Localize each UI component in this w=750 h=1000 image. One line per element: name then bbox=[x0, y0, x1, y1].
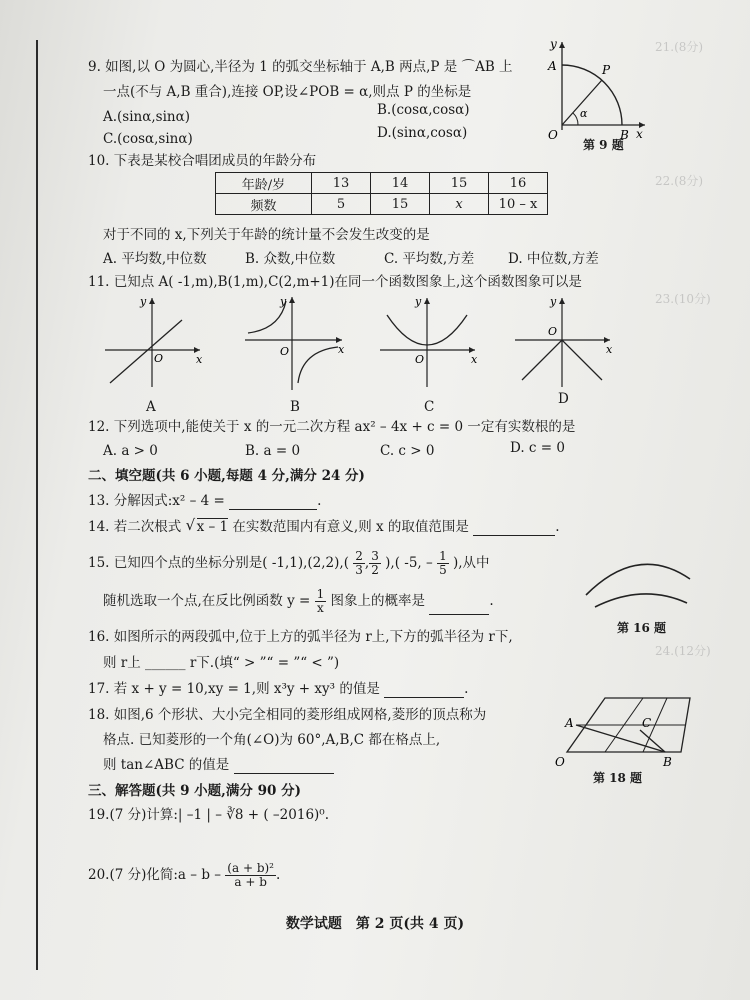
frac-den: 5 bbox=[439, 563, 447, 577]
q9-option-b: B.(cosα,cosα) bbox=[377, 102, 470, 118]
q15-mid: ),( -5, – bbox=[385, 555, 433, 571]
q9-line1: 9. 如图,以 O 为圆心,半径为 1 的弧交坐标轴于 A,B 两点,P 是 ⌒AB 上 bbox=[88, 59, 513, 75]
frac-den: x bbox=[317, 601, 324, 615]
q15-l1-post: ),从中 bbox=[453, 555, 490, 571]
q18-line2: 格点. 已知菱形的一个角(∠O)为 60°,A,B,C 都在格点上, bbox=[103, 732, 441, 748]
q12-option-a: A. a > 0 bbox=[103, 443, 158, 459]
q15-l1-pre: 15. 已知四个点的坐标分别是( -1,1),(2,2),( bbox=[88, 555, 349, 571]
q16-line2: 则 r上 ______ r下.(填“ > ”“ = ”“ < ”) bbox=[103, 655, 340, 671]
table-cell: 14 bbox=[371, 173, 430, 194]
q15-line2: 随机选取一个点,在反比例函数 y = $\frac{1}{x}$ 图象上的概率是 . bbox=[103, 587, 494, 615]
q18-caption: 第 18 题 bbox=[593, 771, 643, 785]
section-fill-in-title: 二、填空题(共 6 小题,每题 4 分,满分 24 分) bbox=[88, 468, 365, 484]
frac-den: a + b bbox=[234, 875, 267, 889]
ghost-text: 23.(10分) bbox=[655, 292, 711, 306]
page-footer: 数学试题 第 2 页(共 4 页) bbox=[285, 916, 465, 932]
q10-line2: 对于不同的 x,下列关于年龄的统计量不会发生改变的是 bbox=[103, 227, 430, 243]
q11-stem: 11. 已知点 A( -1,m),B(1,m),C(2,m+1)在同一个函数图象上,这个函数图象可以是 bbox=[88, 274, 582, 290]
q10-option-c: C. 平均数,方差 bbox=[384, 251, 475, 267]
table-cell: 频数 bbox=[216, 194, 312, 215]
q11-graph-b bbox=[240, 295, 350, 390]
q20-post: . bbox=[276, 867, 281, 883]
q11-label-a: A bbox=[146, 399, 156, 415]
frac-num: 1 bbox=[439, 549, 447, 563]
q10-option-d: D. 中位数,方差 bbox=[508, 251, 599, 267]
q18-rhombus-grid bbox=[555, 690, 695, 770]
table-cell: 15 bbox=[430, 173, 489, 194]
q9-fig-o: O bbox=[548, 128, 558, 142]
frac-den: 2 bbox=[371, 563, 379, 577]
axis-x-label: x bbox=[338, 343, 345, 356]
axis-x-label: x bbox=[471, 353, 478, 366]
q9-fig-alpha: α bbox=[580, 107, 588, 120]
ghost-text: 24.(12分) bbox=[655, 644, 711, 658]
q12-option-d: D. c = 0 bbox=[510, 440, 565, 456]
table-cell: 10 – x bbox=[489, 194, 548, 215]
q14-radicand: x – 1 bbox=[196, 519, 229, 535]
fraction bbox=[437, 550, 449, 577]
table-cell: 13 bbox=[312, 173, 371, 194]
axis-y-label: y bbox=[550, 295, 557, 308]
q12-option-b: B. a = 0 bbox=[245, 443, 301, 459]
q15-answer-blank[interactable] bbox=[429, 614, 489, 615]
q18-point-b: B bbox=[663, 755, 672, 769]
q18-point-a: A bbox=[565, 716, 574, 730]
q11-label-d: D bbox=[558, 391, 569, 407]
fraction bbox=[225, 862, 276, 889]
q11-label-b: B bbox=[290, 399, 300, 415]
axis-y-label: y bbox=[140, 295, 147, 308]
q11-label-c: C bbox=[424, 399, 435, 415]
age-table bbox=[215, 172, 548, 215]
frac-den: 3 bbox=[355, 563, 363, 577]
q9-fig-y: y bbox=[550, 37, 557, 51]
margin-line bbox=[36, 40, 38, 970]
q16-caption: 第 16 题 bbox=[617, 621, 667, 635]
q10-option-b: B. 众数,中位数 bbox=[245, 251, 336, 267]
ghost-text: 22.(8分) bbox=[655, 174, 704, 188]
q20-text bbox=[88, 860, 280, 890]
q18-point-c: C bbox=[642, 716, 652, 730]
table-row bbox=[216, 173, 548, 194]
ghost-text: 21.(8分) bbox=[655, 40, 704, 54]
table-cell: x bbox=[430, 194, 489, 215]
q16-line1: 16. 如图所示的两段弧中,位于上方的弧半径为 r上,下方的弧半径为 r下, bbox=[88, 629, 513, 645]
q9-fig-a: A bbox=[548, 59, 557, 73]
q15-l2-pre: 随机选取一个点,在反比例函数 y = bbox=[103, 593, 311, 609]
q16-arcs-figure bbox=[583, 555, 693, 615]
q10-stem: 10. 下表是某校合唱团成员的年龄分布 bbox=[88, 153, 317, 169]
origin-label: O bbox=[154, 352, 164, 365]
q12-stem: 12. 下列选项中,能使关于 x 的一元二次方程 ax² – 4x + c = 0 一定有实数根的是 bbox=[88, 419, 576, 435]
q17-answer-blank[interactable] bbox=[384, 697, 464, 698]
q13-label: 13. 分解因式:x² – 4 = bbox=[88, 493, 225, 509]
axis-x-label: x bbox=[606, 343, 613, 356]
q13-text: 13. 分解因式:x² – 4 = . bbox=[88, 493, 322, 509]
axis-x-label: x bbox=[196, 353, 203, 366]
q14-answer-blank[interactable] bbox=[473, 535, 555, 536]
q18-line3 bbox=[103, 756, 334, 774]
origin-label: O bbox=[415, 353, 425, 366]
q9-option-a: A.(sinα,sinα) bbox=[103, 109, 190, 125]
table-row bbox=[216, 194, 548, 215]
table-cell: 16 bbox=[489, 173, 548, 194]
frac-num: 1 bbox=[316, 587, 325, 601]
q9-fig-x: x bbox=[636, 127, 643, 141]
q18-line1: 18. 如图,6 个形状、大小完全相同的菱形组成网格,菱形的顶点称为 bbox=[88, 707, 487, 723]
table-cell: 15 bbox=[371, 194, 430, 215]
q9-option-c: C.(cosα,sinα) bbox=[103, 131, 193, 147]
table-cell: 5 bbox=[312, 194, 371, 215]
origin-label: O bbox=[280, 345, 290, 358]
axis-y-label: y bbox=[415, 295, 422, 308]
q19-text: 19.(7 分)计算:| –1 | – ∛8 + ( –2016)⁰. bbox=[88, 807, 330, 823]
q18-line3-label: 则 tan∠ABC 的值是 bbox=[103, 757, 230, 773]
q14-pre: 14. 若二次根式 bbox=[88, 519, 182, 535]
q15-l2-post: 图象上的概率是 bbox=[330, 593, 426, 609]
table-cell: 年龄/岁 bbox=[216, 173, 312, 194]
q17-text: 17. 若 x + y = 10,xy = 1,则 x³y + xy³ 的值是 . bbox=[88, 681, 469, 697]
q9-fig-b: B bbox=[620, 128, 629, 142]
q14-text: 14. 若二次根式 √ x – 1 在实数范围内有意义,则 x 的取值范围是 . bbox=[88, 516, 560, 535]
q17-label: 17. 若 x + y = 10,xy = 1,则 x³y + xy³ 的值是 bbox=[88, 681, 380, 697]
q15-line1: 15. 已知四个点的坐标分别是( -1,1),(2,2),( $\frac{2}{3}$ , $\frac{3}{2}$ ),( -5, – $\frac{1}{5}$ ),从中 bbox=[88, 549, 490, 577]
q11-graph-c bbox=[375, 295, 485, 390]
q9-figure bbox=[540, 37, 650, 150]
frac-num: 2 bbox=[355, 549, 363, 563]
frac-num: 3 bbox=[371, 549, 379, 563]
frac-num: (a + b)² bbox=[227, 861, 274, 875]
q9-fig-p: P bbox=[602, 63, 611, 77]
axis-y-label: y bbox=[280, 295, 287, 308]
section-solve-title: 三、解答题(共 9 小题,满分 90 分) bbox=[88, 783, 301, 799]
q14-post: 在实数范围内有意义,则 x 的取值范围是 bbox=[232, 519, 469, 535]
q11-graph-a bbox=[100, 295, 210, 390]
fraction bbox=[315, 588, 327, 615]
q13-answer-blank[interactable] bbox=[229, 509, 317, 510]
q10-option-a: A. 平均数,中位数 bbox=[103, 251, 207, 267]
q20-pre: 20.(7 分)化简:a – b – bbox=[88, 867, 221, 883]
fraction bbox=[369, 550, 381, 577]
origin-label: O bbox=[548, 325, 558, 338]
q18-answer-blank[interactable] bbox=[234, 773, 334, 774]
q12-option-c: C. c > 0 bbox=[380, 443, 435, 459]
q9-caption: 第 9 题 bbox=[583, 138, 624, 152]
q18-point-o: O bbox=[555, 755, 565, 769]
q11-graph-d bbox=[510, 295, 620, 390]
q9-line2: 一点(不与 A,B 重合),连接 OP,设∠POB = α,则点 P 的坐标是 bbox=[103, 84, 472, 100]
q9-option-d: D.(sinα,cosα) bbox=[377, 125, 468, 141]
sqrt-radical: √ x – 1 bbox=[185, 516, 229, 535]
fraction bbox=[353, 550, 365, 577]
